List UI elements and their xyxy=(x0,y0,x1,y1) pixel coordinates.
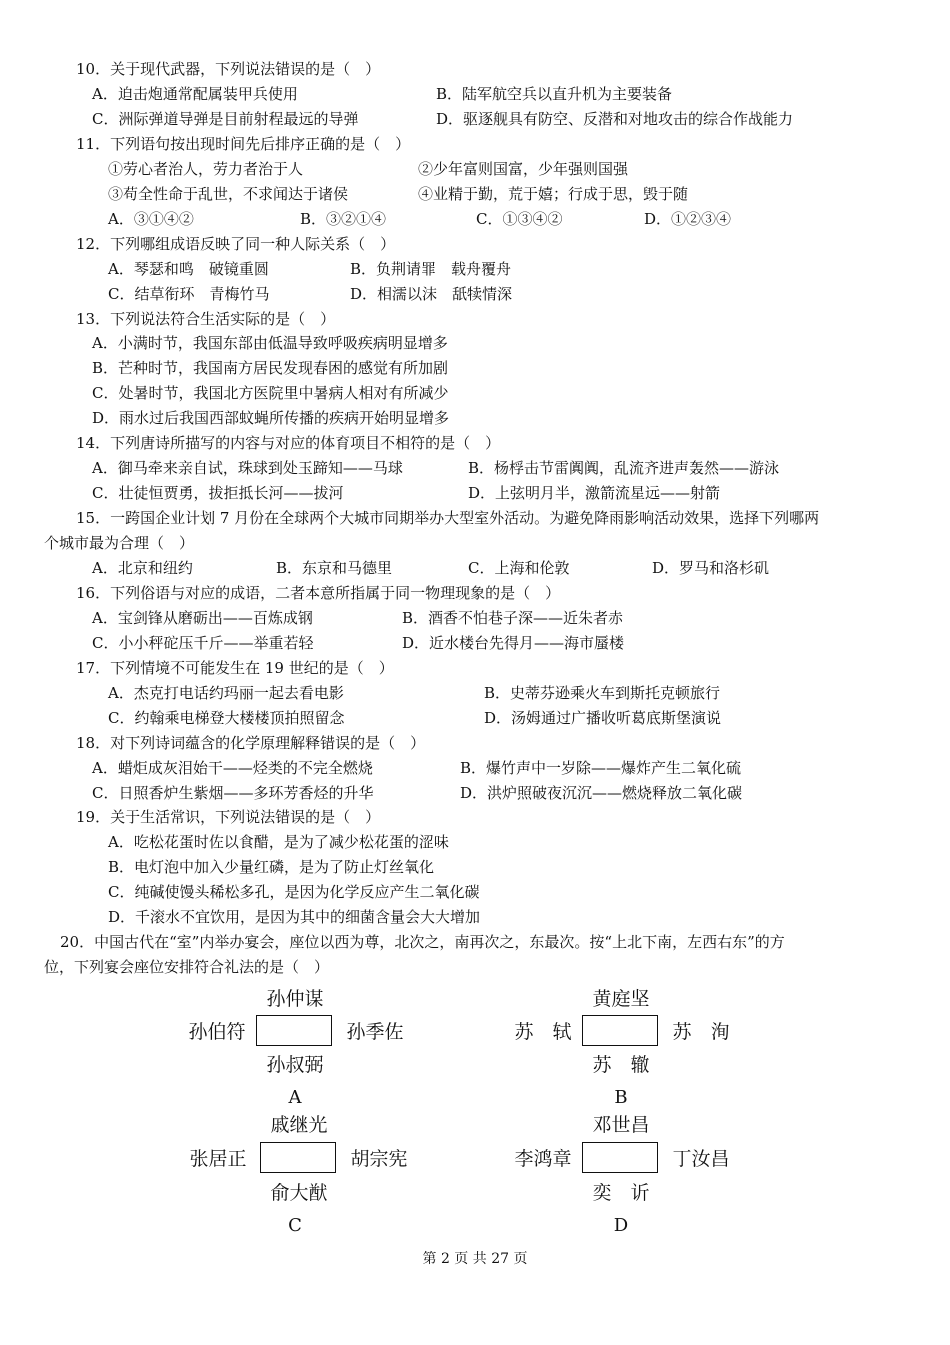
q10-option-b: B．陆军航空兵以直升机为主要装备 xyxy=(436,85,673,103)
option-label: C xyxy=(288,1215,302,1236)
q17-option-c: C．约翰乘电梯登大楼楼顶拍照留念 xyxy=(108,709,345,727)
q15-option-a: A．北京和纽约 xyxy=(92,559,193,577)
q19-option-b: B．电灯泡中加入少量红磷，是为了防止灯丝氧化 xyxy=(108,858,435,876)
q18-option-d: D．洪炉照破夜沉沉——燃烧释放二氧化碳 xyxy=(460,784,743,802)
q19-option-c: C．纯碱使馒头稀松多孔，是因为化学反应产生二氧化碳 xyxy=(108,883,480,901)
q17-option-a: A．杰克打电话约玛丽一起去看电影 xyxy=(108,684,344,702)
q18-option-a: A．蜡炬成灰泪始干——烃类的不完全燃烧 xyxy=(92,759,373,777)
option-label: B xyxy=(614,1087,628,1108)
q17-option-d: D．汤姆通过广播收听葛底斯堡演说 xyxy=(484,709,722,727)
q11-option-a: A．③①④② xyxy=(108,210,194,228)
q14-option-b: B．杨桴击节雷阗阗，乱流齐进声轰然——游泳 xyxy=(468,459,780,477)
q13-option-d: D．雨水过后我国西部蚊蝇所传播的疾病开始明显增多 xyxy=(92,409,450,427)
q14-option-a: A．御马牵来亲自试，珠球到处玉蹄知——马球 xyxy=(92,459,403,477)
q18-option-c: C．日照香炉生紫烟——多环芳香烃的升华 xyxy=(92,784,374,802)
seat-south: 苏 辙 xyxy=(592,1054,650,1076)
q11-stem: 11．下列语句按出现时间先后排序正确的是（ ） xyxy=(76,135,411,153)
q18-stem: 18．对下列诗词蕴含的化学原理解释错误的是（ ） xyxy=(76,734,426,752)
seat-west: 李鸿章 xyxy=(514,1148,572,1170)
q14-stem: 14．下列唐诗所描写的内容与对应的体育项目不相符的是（ ） xyxy=(76,434,501,452)
option-label: A xyxy=(288,1087,302,1108)
seat-north: 戚继光 xyxy=(270,1114,328,1136)
q13-option-b: B．芒种时节，我国南方居民发现春困的感觉有所加剧 xyxy=(92,359,449,377)
q11-option-c: C．①③④② xyxy=(476,210,563,228)
seat-table xyxy=(256,1015,332,1046)
q18-option-b: B．爆竹声中一岁除——爆炸产生二氧化硫 xyxy=(460,759,742,777)
q19-stem: 19．关于生活常识，下列说法错误的是（ ） xyxy=(76,808,381,826)
q11-sentence-1: ①劳心者治人，劳力者治于人 xyxy=(108,160,304,178)
seat-north: 孙仲谋 xyxy=(266,988,324,1010)
q14-option-d: D．上弦明月半，激箭流星远——射箭 xyxy=(468,484,721,502)
q10-option-a: A．迫击炮通常配属装甲兵使用 xyxy=(92,85,298,103)
q20-stem-continued: 位，下列宴会座位安排符合礼法的是（ ） xyxy=(44,958,330,976)
q16-option-b: B．酒香不怕巷子深——近朱者赤 xyxy=(402,609,624,627)
q11-sentence-3: ③苟全性命于乱世，不求闻达于诸侯 xyxy=(108,185,349,203)
q16-option-d: D．近水楼台先得月——海市蜃楼 xyxy=(402,634,625,652)
seat-east: 苏 洵 xyxy=(672,1021,730,1043)
q15-stem-continued: 个城市最为合理（ ） xyxy=(44,534,195,552)
q13-stem: 13．下列说法符合生活实际的是（ ） xyxy=(76,310,336,328)
q11-sentence-4: ④业精于勤，荒于嬉；行成于思，毁于随 xyxy=(418,185,689,203)
q11-sentence-2: ②少年富则国富，少年强则国强 xyxy=(418,160,629,178)
q15-option-d: D．罗马和洛杉矶 xyxy=(652,559,770,577)
q15-stem: 15．一跨国企业计划 7 月份在全球两个大城市同期举办大型室外活动。为避免降雨影响活动效果，选择下列哪两 xyxy=(76,509,820,527)
q16-stem: 16．下列俗语与对应的成语，二者本意所指属于同一物理现象的是（ ） xyxy=(76,584,561,602)
q15-option-c: C．上海和伦敦 xyxy=(468,559,570,577)
q10-stem: 10．关于现代武器，下列说法错误的是（ ） xyxy=(76,60,381,78)
q10-option-c: C．洲际弹道导弹是目前射程最远的导弹 xyxy=(92,110,359,128)
seat-table xyxy=(582,1015,658,1046)
q17-option-b: B．史蒂芬逊乘火车到斯托克顿旅行 xyxy=(484,684,721,702)
q11-option-b: B．③②①④ xyxy=(300,210,387,228)
q10-option-d: D．驱逐舰具有防空、反潜和对地攻击的综合作战能力 xyxy=(436,110,794,128)
q14-option-c: C．壮徒恒贾勇，拔拒抵长河——拔河 xyxy=(92,484,344,502)
seat-east: 胡宗宪 xyxy=(350,1148,408,1170)
q12-option-d: D．相濡以沫 舐犊情深 xyxy=(350,285,513,303)
seat-table xyxy=(582,1142,658,1173)
q13-option-a: A．小满时节，我国东部由低温导致呼吸疾病明显增多 xyxy=(92,334,448,352)
q12-option-a: A．琴瑟和鸣 破镜重圆 xyxy=(108,260,269,278)
q13-option-c: C．处暑时节，我国北方医院里中暑病人相对有所减少 xyxy=(92,384,449,402)
q12-stem: 12．下列哪组成语反映了同一种人际关系（ ） xyxy=(76,235,396,253)
q17-stem: 17．下列情境不可能发生在 19 世纪的是（ ） xyxy=(76,659,394,677)
q12-option-c: C．结草衔环 青梅竹马 xyxy=(108,285,270,303)
q16-option-a: A．宝剑锋从磨砺出——百炼成钢 xyxy=(92,609,313,627)
seat-west: 张居正 xyxy=(189,1148,247,1170)
seat-south: 孙叔弼 xyxy=(266,1054,324,1076)
seat-table xyxy=(260,1142,336,1173)
seat-south: 俞大猷 xyxy=(270,1182,328,1204)
seat-east: 丁汝昌 xyxy=(672,1148,730,1170)
q12-option-b: B．负荆请罪 载舟覆舟 xyxy=(350,260,512,278)
seat-west: 孙伯符 xyxy=(188,1021,246,1043)
q16-option-c: C．小小秤砣压千斤——举重若轻 xyxy=(92,634,314,652)
q20-stem: 20．中国古代在“室”内举办宴会，座位以西为尊，北次之，南再次之，东最次。按“上北下南，左西右东”的方 xyxy=(60,933,785,951)
q15-option-b: B．东京和马德里 xyxy=(276,559,393,577)
page-number-footer: 第 2 页 共 27 页 xyxy=(422,1251,528,1267)
seat-west: 苏 轼 xyxy=(514,1021,572,1043)
seat-south: 奕 䜣 xyxy=(592,1182,650,1204)
seat-east: 孙季佐 xyxy=(346,1021,404,1043)
q11-option-d: D．①②③④ xyxy=(644,210,732,228)
option-label: D xyxy=(613,1215,629,1236)
seat-north: 邓世昌 xyxy=(592,1114,650,1136)
q19-option-a: A．吃松花蛋时佐以食醋，是为了减少松花蛋的涩味 xyxy=(108,833,449,851)
q19-option-d: D．千滚水不宜饮用，是因为其中的细菌含量会大大增加 xyxy=(108,908,481,926)
seat-north: 黄庭坚 xyxy=(592,988,650,1010)
